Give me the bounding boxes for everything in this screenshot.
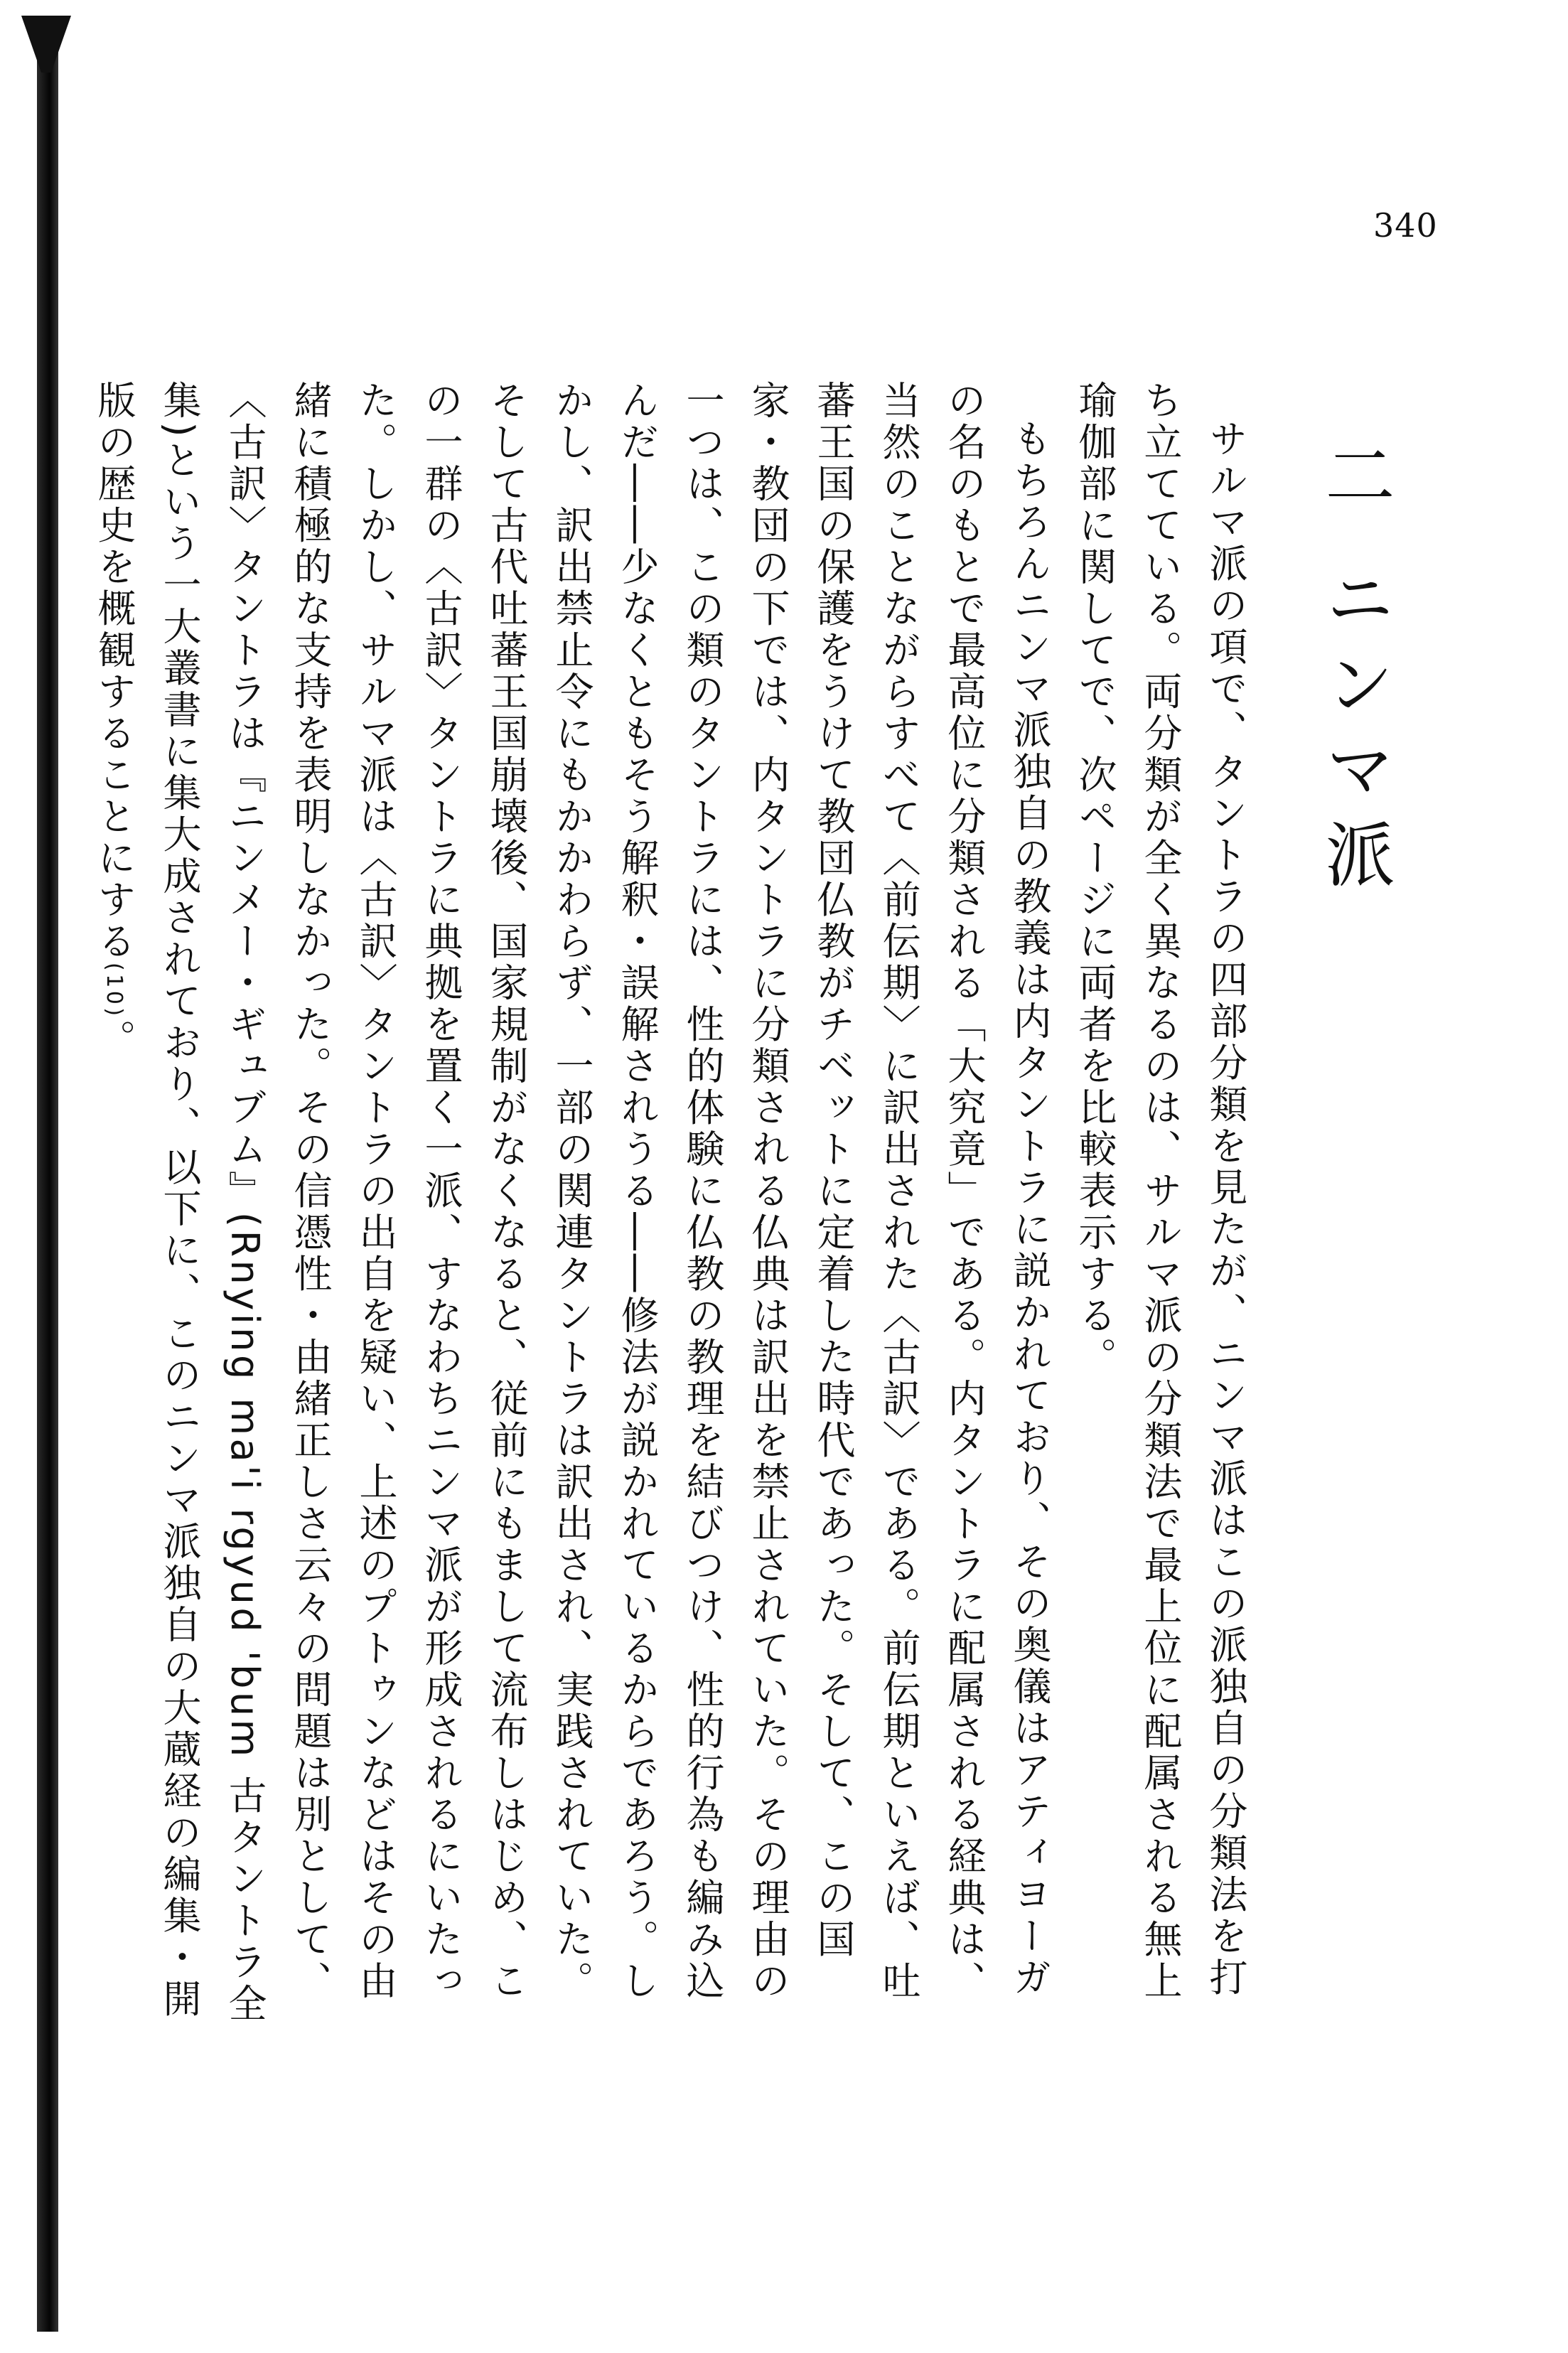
book-binding-edge xyxy=(37,21,58,2332)
paragraph-2-tail: 。 xyxy=(92,1019,136,1061)
section-heading: 二 ニンマ派 xyxy=(1314,439,1395,904)
binding-top-mark xyxy=(21,16,71,73)
paragraph-2 xyxy=(81,380,1062,2037)
paragraph-2-text: もちろんニンマ派独自の教義は内タントラに説かれており、その奥儀はアティヨーガの名のもとで最高位に分類される「大究竟」である。内タントラに配属される経典は、当然のことながらすべて〈前伝期〉に訳出された〈古訳〉である。前伝期といえば、吐蕃王国の保護をうけて教団仏教がチベットに定着した時代であった。そして、この国家・教団の下では、内タントラに分類される仏典は訳出を禁止されていた。その理由の一つは、この類のタントラには、性的体験に仏教の教理を結びつけ、性的行為も編み込んだ――少なくともそう解釈・誤解されうる――修法が説かれているからであろう。しかし、訳出禁止令にもかかわらず、一部の関連タントラは訳出され、実践されていた。そして古代吐蕃王国崩壊後、国家規制がなくなると、従前にもまして流布しはじめ、この一群の〈古訳〉タントラに典拠を置く一派、すなわちニンマ派が形成されるにいたった。しかし、サルマ派は〈古訳〉タントラの出自を疑い、上述のプトゥンなどはその由緒に積極的な支持を表明しなかった。その信憑性・由緒正しさ云々の問題は別として、〈古訳〉タントラは『ニンメー・ギュブム』(Rnying ma'i rgyud 'bum 古タントラ全集)という一大叢書に集大成されており、以下に、このニンマ派独自の大蔵経の編集・開版の歴史を概観することにする xyxy=(92,380,1052,2025)
page-number: 340 xyxy=(1373,206,1438,245)
paragraph-1: サルマ派の項で、タントラの四部分類を見たが、ニンマ派はこの派独自の分類法を打ち立てている。両分類が全く異なるのは、サルマ派の分類法で最上位に配属される無上瑜伽部に関してで、次ページに両者を比較表示する。 xyxy=(1073,380,1248,2003)
footnote-ref: (10) xyxy=(102,963,127,1019)
body-text xyxy=(92,380,1258,2037)
